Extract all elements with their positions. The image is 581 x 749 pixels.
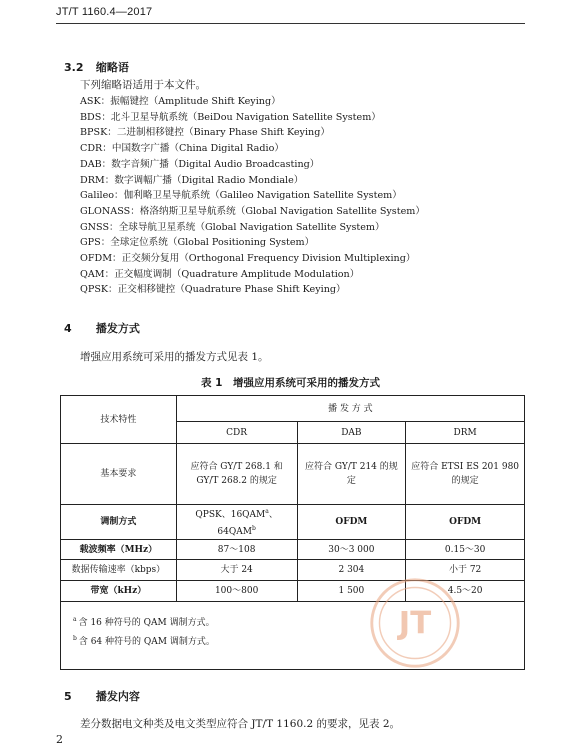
cell-drm-modulation: OFDM — [406, 505, 525, 540]
row-label-basic-requirements: 基本要求 — [61, 444, 177, 505]
cell-dab-carrier-frequency: 30～3 000 — [297, 540, 406, 560]
table-1-caption: 表 1 增强应用系统可采用的播发方式 — [201, 377, 380, 389]
table-footnotes — [61, 602, 525, 670]
abbreviation-item: QPSK：正交相移键控（Quadrature Phase Shift Keying） — [80, 284, 346, 296]
footnote-b — [73, 631, 512, 650]
cell-drm-bandwidth: 4.5～20 — [406, 581, 525, 602]
row-label-data-rate: 数据传输速率（kbps） — [61, 560, 177, 581]
section-5-title: 播发内容 — [95, 690, 140, 703]
section-4-number: 4 — [64, 322, 72, 335]
table-footnote-row — [61, 602, 525, 670]
abbreviation-item: GPS：全球定位系统（Global Positioning System） — [80, 237, 315, 249]
footnote-ref-b: b — [251, 525, 256, 532]
table-row — [61, 581, 525, 602]
abbreviation-item: Galileo：伽利略卫星导航系统（Galileo Navigation Satellite System） — [80, 190, 402, 202]
section-4-body: 增强应用系统可采用的播发方式见表 1。 — [80, 351, 269, 363]
footnote-mark-b: b — [73, 635, 77, 642]
cell-drm-data-rate: 小于 72 — [406, 560, 525, 581]
page-number: 2 — [56, 733, 63, 746]
cell-cdr-bandwidth: 100～800 — [176, 581, 297, 602]
header-rule — [56, 23, 525, 24]
abbreviation-item: QAM：正交幅度调制（Quadrature Amplitude Modulation） — [80, 268, 360, 280]
cell-cdr-data-rate: 大于 24 — [176, 560, 297, 581]
cell-cdr-modulation — [176, 505, 297, 540]
table-header-dab: DAB — [297, 422, 406, 444]
table-header-row — [61, 396, 525, 422]
abbreviation-item: BDS：北斗卫星导航系统（BeiDou Navigation Satellite System） — [80, 111, 381, 123]
table-row — [61, 540, 525, 560]
abbreviation-item: OFDM：正交频分复用（Orthogonal Frequency Division Multiplexing） — [80, 253, 416, 265]
abbreviation-item: CDR：中国数字广播（China Digital Radio） — [80, 143, 284, 155]
row-label-carrier-frequency: 载波频率（MHz） — [61, 540, 177, 560]
row-label-bandwidth: 带宽（kHz） — [61, 581, 177, 602]
cell-drm-basic-requirements: 应符合 ETSI ES 201 980 的规定 — [406, 444, 525, 505]
footnote-mark-a: a — [73, 616, 77, 623]
abbreviation-item: GLONASS：格洛纳斯卫星导航系统（Global Navigation Satellite System） — [80, 205, 425, 217]
cdr-modulation-part-a: QPSK、16QAM — [195, 510, 266, 520]
footnote-a — [73, 612, 512, 631]
cell-dab-data-rate: 2 304 — [297, 560, 406, 581]
footnote-ref-a: a — [265, 508, 269, 515]
abbreviation-item: ASK：振幅键控（Amplitude Shift Keying） — [80, 96, 281, 107]
abbreviation-item: DAB：数字音频广播（Digital Audio Broadcasting） — [80, 158, 320, 170]
table-row — [61, 505, 525, 540]
cell-drm-carrier-frequency: 0.15～30 — [406, 540, 525, 560]
cell-dab-modulation: OFDM — [297, 505, 406, 540]
table-row — [61, 560, 525, 581]
row-label-modulation: 调制方式 — [61, 505, 177, 540]
table-1 — [60, 395, 525, 670]
table-header-broadcast-methods: 播 发 方 式 — [176, 396, 524, 422]
section-3-2-number: 3.2 — [64, 61, 84, 74]
stamp-text: JT — [398, 605, 432, 642]
footnote-a-text: 含 16 种符号的 QAM 调制方式。 — [78, 618, 215, 628]
section-5-body: 差分数据电文种类及电文类型应符合 JT/T 1160.2 的要求，见表 2。 — [80, 718, 401, 730]
section-5-number: 5 — [64, 690, 72, 703]
footnote-b-text: 含 64 种符号的 QAM 调制方式。 — [78, 637, 215, 647]
abbreviation-item: DRM：数字调幅广播（Digital Radio Mondiale） — [80, 174, 304, 186]
section-3-2-heading — [64, 59, 129, 75]
section-3-2-title: 缩略语 — [95, 61, 129, 74]
section-5-heading — [64, 688, 140, 704]
table-row — [61, 444, 525, 505]
table-header-cdr: CDR — [176, 422, 297, 444]
cell-cdr-carrier-frequency: 87～108 — [176, 540, 297, 560]
cell-dab-bandwidth: 1 500 — [297, 581, 406, 602]
cell-cdr-basic-requirements: 应符合 GY/T 268.1 和 GY/T 268.2 的规定 — [176, 444, 297, 505]
abbreviation-item: GNSS：全球导航卫星系统（Global Navigation Satellite System） — [80, 221, 385, 233]
table-header-drm: DRM — [406, 422, 525, 444]
document-code-header: JT/T 1160.4—2017 — [56, 6, 153, 18]
cdr-modulation-part-b: 、64QAM — [217, 510, 278, 537]
section-4-heading — [64, 320, 140, 336]
abbreviations-intro: 下列缩略语适用于本文件。 — [80, 79, 206, 91]
abbreviation-item: BPSK：二进制相移键控（Binary Phase Shift Keying） — [80, 127, 330, 139]
section-4-title: 播发方式 — [95, 322, 140, 335]
abbreviation-list — [80, 94, 425, 298]
table-header-tech-characteristics: 技术特性 — [61, 396, 177, 444]
cell-dab-basic-requirements: 应符合 GY/T 214 的规定 — [297, 444, 406, 505]
